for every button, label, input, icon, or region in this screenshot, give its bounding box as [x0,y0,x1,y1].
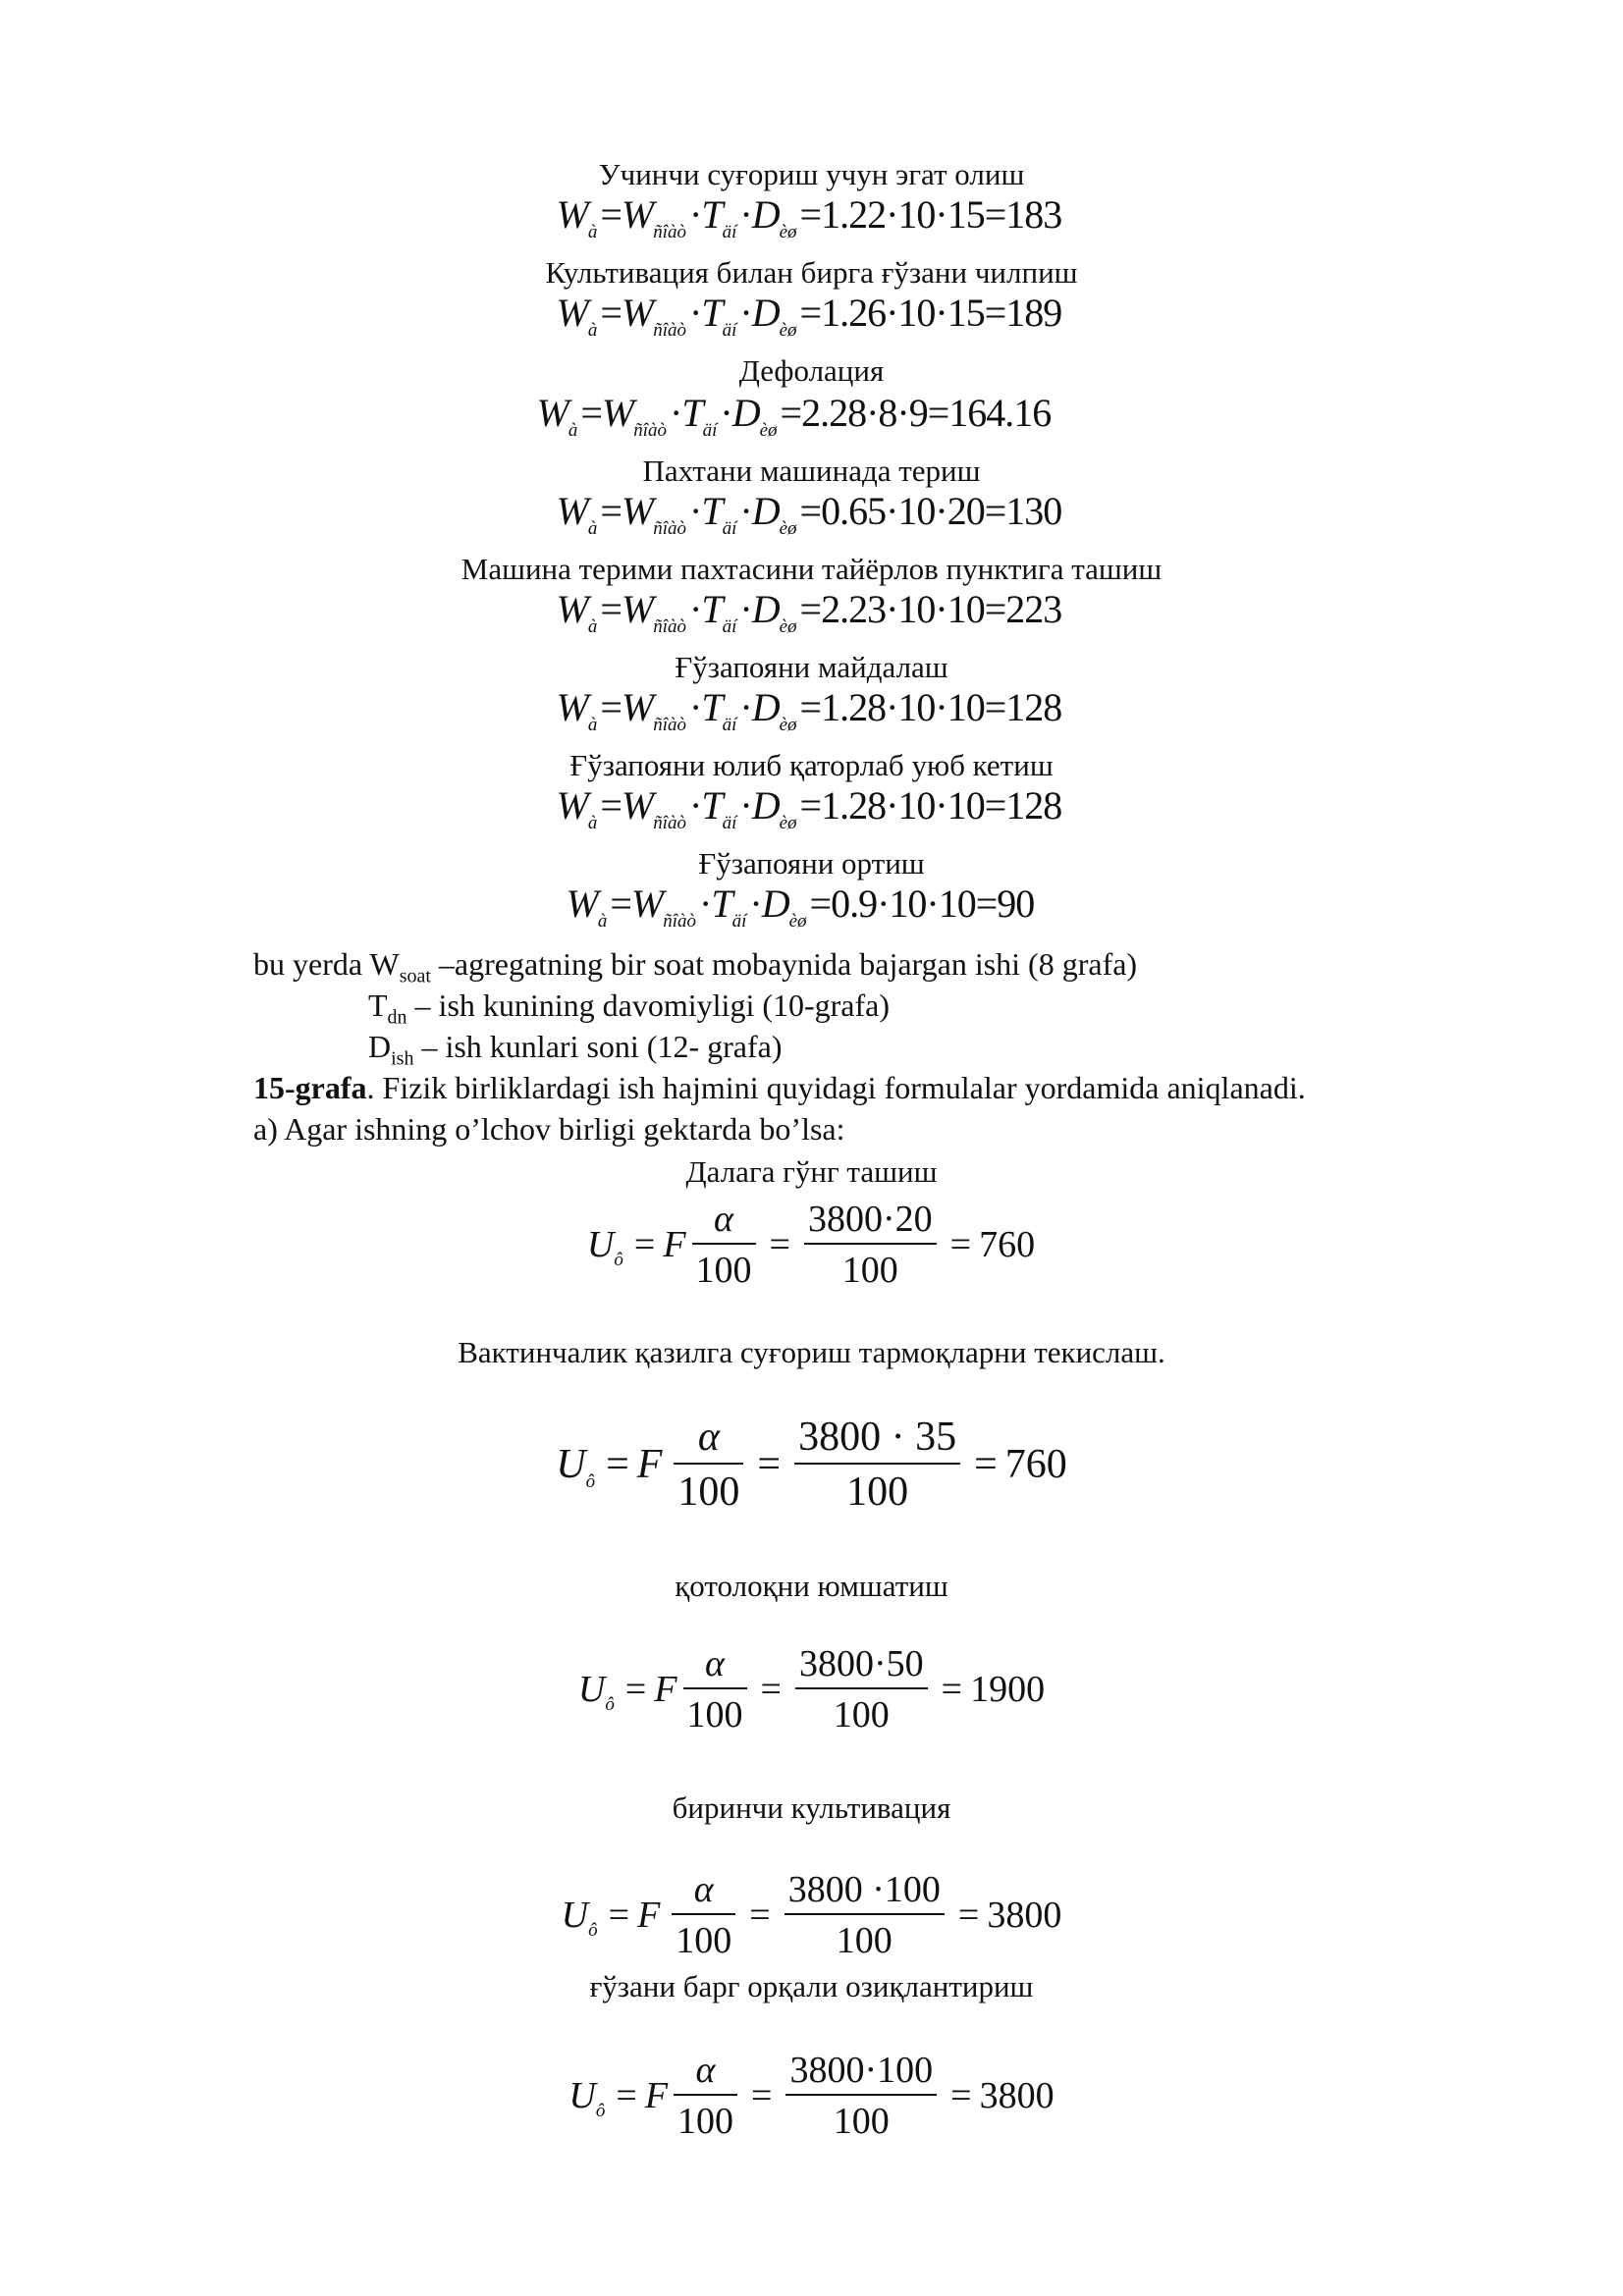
fraction-equation-3: U ô = F $\frac{\alpha}{100}$ = $\frac{3800\cdot 50}{100}$ = 1900 [577,1643,1046,1735]
heading-stalk-loading: Ғўзапояни ортиш [698,846,925,881]
equation-5: $W_à=W_{ñîàò}\cdot T_{äí}\cdot D_{èø}=2.23\cdot 10\cdot 10=223$ [556,587,1062,637]
equation-1: $W_à=W_{ñîàò}\cdot T_{äí}\cdot D_{èø}=1.22\cdot 10\cdot 15=183$ [556,192,1062,242]
grafa-15-paragraph: 15-grafa. Fizik birliklardagi ish hajmini quyidagi formulalar yordamida aniqlanadi. [253,1070,1306,1105]
explain-tdn: $T_{dn}$ – ish kunining davomiyligi (10-grafa) [368,988,891,1029]
heading-cotton-transport: Машина терими пахтасини тайёрлов пунктига ташиш [460,552,1163,586]
fraction-equation-4: U ô = F $\frac{\alpha}{100}$ = $\frac{3800 \cdot 100}{100}$ = 3800 [561,1869,1062,1961]
heading-temporary-canal-leveling: Вактинчалик қазилга суғориш тармоқларни текислаш. [458,1335,1165,1369]
equation-4: $W_à=W_{ñîàò}\cdot T_{äí}\cdot D_{èø}=0.65\cdot 10\cdot 20=130$ [556,489,1062,539]
fraction-equation-5: U ô = F $\frac{\alpha}{100}$ = $\frac{3800\cdot 100}{100}$ = 3800 [568,2050,1055,2142]
heading-stalk-shredding: Ғўзапояни майдалаш [675,650,948,684]
hectare-condition: a) Agar ishning o’lchov birligi gektarda bo’lsa: [253,1111,845,1147]
explain-wsoat: bu yerda $W_{soat}$ –agregatning bir soat mobaynida bajargan ishi (8 grafa) [253,946,1138,988]
heading-foliar-feeding: ғўзани барг орқали озиқлантириш [589,1969,1034,2003]
equation-2: $W_à=W_{ñîàò}\cdot T_{äí}\cdot D_{èø}=1.26\cdot 10\cdot 15=189$ [556,291,1062,341]
heading-third-irrigation-furrow: Учинчи суғориш учун эгат олиш [598,157,1025,191]
heading-defoliation: Дефолация [738,353,885,388]
equation-3: $W_à=W_{ñîàò}\cdot T_{äí}\cdot D_{èø}=2.28\cdot 8\cdot 9=164.16$ [536,391,1052,441]
heading-stalk-pulling: Ғўзапояни юлиб қаторлаб уюб кетиш [569,748,1054,782]
heading-machine-cotton-picking: Пахтани машинада териш [642,454,981,488]
explain-dish: $D_{ish}$ – ish kunlari soni (12- grafa) [368,1029,783,1070]
heading-crust-loosening: қотолоқни юмшатиш [675,1569,948,1603]
equation-8: $W_à=W_{ñîàò}\cdot T_{äí}\cdot D_{èø}=0.9\cdot 10\cdot 10=90$ [566,881,1035,932]
heading-manure-hauling: Далага гўнг ташиш [685,1154,938,1189]
heading-first-cultivation: биринчи культивация [672,1790,951,1825]
equation-7: $W_à=W_{ñîàò}\cdot T_{äí}\cdot D_{èø}=1.28\cdot 10\cdot 10=128$ [556,783,1062,833]
equation-6: $W_à=W_{ñîàò}\cdot T_{äí}\cdot D_{èø}=1.28\cdot 10\cdot 10=128$ [556,685,1062,735]
fraction-equation-1: U ô = F $\frac{\alpha}{100}$ = $\frac{3800\cdot 20}{100}$ = 760 [586,1199,1036,1291]
fraction-equation-2: U ô = F $\frac{\alpha}{100}$ = $\frac{3800 \cdot 35}{100}$ = 760 [556,1415,1067,1515]
heading-cultivation-topping: Культивация билан бирга ғўзани чилпиш [545,255,1078,290]
